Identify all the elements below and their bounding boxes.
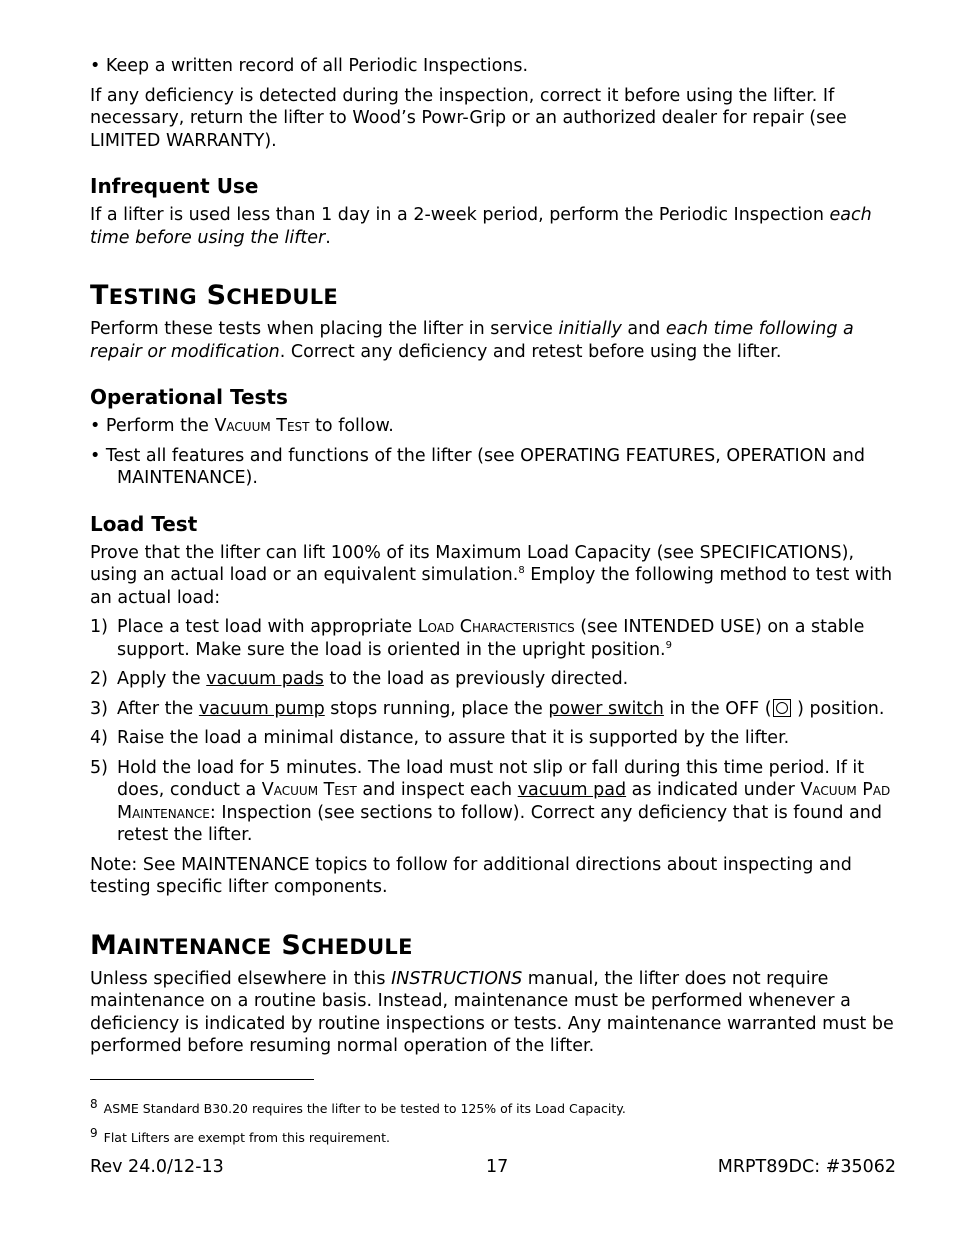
footnote-ref-9[interactable]: 9: [665, 639, 672, 651]
bullet-test-features: • Test all features and functions of the lifter (see OPERATING FEATURES, OPERATION and MAINTENANCE).: [90, 445, 865, 488]
maintenance-note: Note: See MAINTENANCE topics to follow for additional directions about inspecting and testing specific lifter components.: [90, 854, 852, 897]
heading-load-test: Load Test: [90, 511, 198, 536]
footer-page-number: 17: [486, 1157, 509, 1177]
footnote-ref-8[interactable]: 8: [518, 565, 525, 576]
heading-infrequent-use: Infrequent Use: [90, 174, 259, 198]
footer-revision: Rev 24.0/12-13: [90, 1157, 224, 1177]
footnote-divider: [90, 1079, 314, 1080]
footer-model: MRPT89DC: #35062: [717, 1157, 896, 1177]
vacuum-pump-link[interactable]: vacuum pump: [198, 698, 325, 719]
bullet-written-record: • Keep a written record of all Periodic Inspections.: [90, 56, 529, 76]
deficiency-paragraph: If any deficiency is detected during the inspection, correct it before using the lifter. If necessary, return the lifter to Wood’s Powr-Grip or an authorized dealer for repair (see LIMITED WARRANTY).: [90, 85, 847, 151]
load-step-4: 4) Raise the load a minimal distance, to assure that it is supported by the lifter.: [90, 728, 790, 748]
load-step-5: 5) Hold the load for 5 minutes. The load must not slip or fall during this time period. If it does, conduct a Vacuum Test and inspect each vacuum pad as indicated under Vacuum Pad Maintenance: Inspection (see sections to follow). Correct any deficiency that is found and retest the lifter.: [90, 757, 891, 845]
load-test-intro: Prove that the lifter can lift 100% of its Maximum Load Capacity (see SPECIFICATIONS), using an actual load or an equivalent simulation.$^8$ Employ the following method to test with an actual load:: [90, 542, 893, 608]
load-step-3: 3) After the vacuum pump stops running, place the power switch in the OFF ( ) position.: [90, 698, 885, 719]
load-step-2: 2) Apply the vacuum pads to the load as previously directed.: [90, 669, 629, 689]
load-step-1: 1) Place a test load with appropriate Load Characteristics (see INTENDED USE) on a stable support. Make sure the load is oriented in the upright position.$^9$: [90, 617, 865, 660]
footnote-8: 8 ASME Standard B30.20 requires the lifter to be tested to 125% of its Load Capacity.: [90, 1097, 626, 1116]
heading-operational-tests: Operational Tests: [90, 385, 288, 409]
power-off-icon: [773, 699, 791, 717]
bullet-vacuum-test: • Perform the Vacuum Test to follow.: [90, 416, 394, 436]
power-switch-link[interactable]: power switch: [548, 698, 664, 719]
heading-testing-schedule: TESTING SCHEDULE: [90, 280, 339, 311]
footnote-9: 9 Flat Lifters are exempt from this requirement.: [90, 1126, 390, 1145]
vacuum-pads-link[interactable]: vacuum pads: [206, 669, 324, 689]
document-body: [90, 55, 900, 1065]
vacuum-pad-link[interactable]: vacuum pad: [517, 780, 627, 800]
heading-maintenance-schedule: MAINTENANCE SCHEDULE: [90, 929, 413, 961]
infrequent-use-text: If a lifter is used less than 1 day in a 2-week period, perform the Periodic Inspection each time before using the lifter.: [90, 205, 872, 248]
testing-intro: Perform these tests when placing the lifter in service initially and each time following a repair or modification. Correct any deficiency and retest before using the lifter.: [90, 319, 854, 362]
maintenance-text: Unless specified elsewhere in this INSTRUCTIONS manual, the lifter does not require maintenance on a routine basis. Instead, maintenance must be performed whenever a deficiency is indicated by routine inspections or tests. Any maintenance warranted must be performed before resuming normal operation of the lifter.: [90, 968, 894, 1056]
